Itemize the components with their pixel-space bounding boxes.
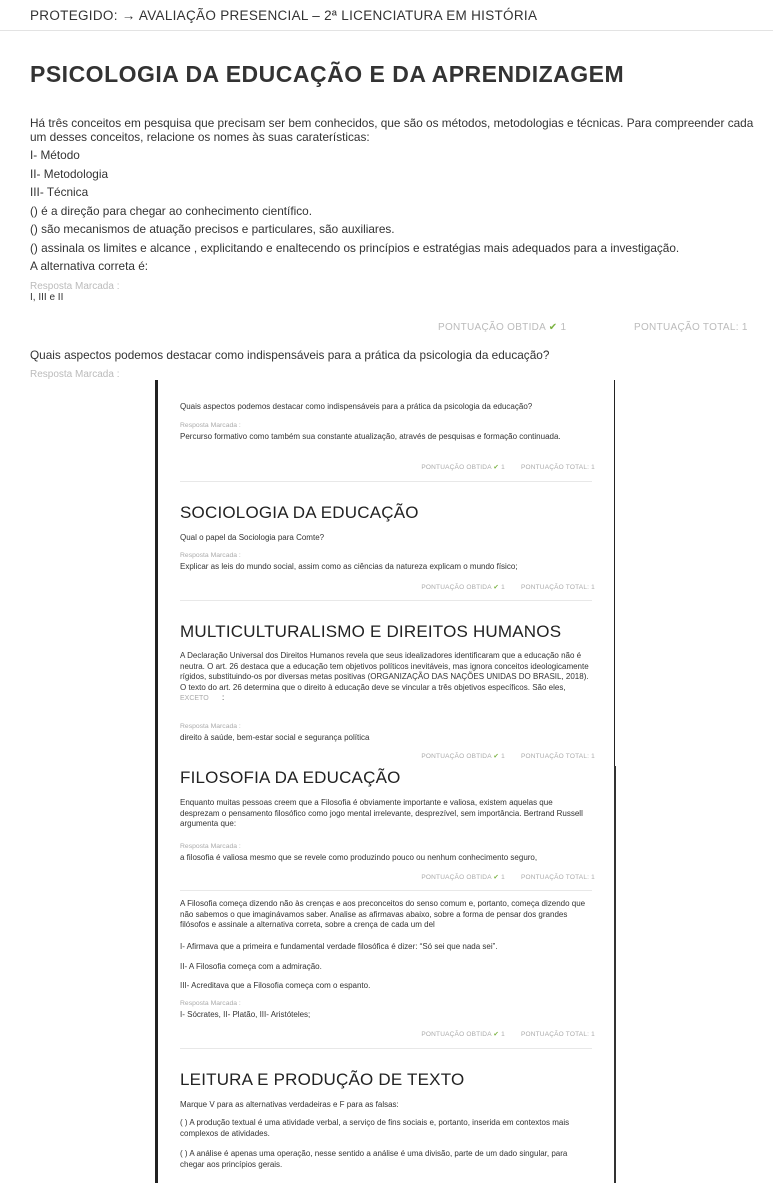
answer-label: Resposta Marcada : <box>180 843 241 850</box>
divider <box>180 1048 592 1049</box>
list-item: II- A Filosofia começa com a admiração. <box>180 962 322 971</box>
check-icon: ✔ <box>493 874 500 881</box>
question-prompt: A alternativa correta é: <box>30 259 149 273</box>
score-total: PONTUAÇÃO TOTAL: 1 <box>634 322 748 333</box>
answer-label: Resposta Marcada : <box>30 280 120 292</box>
question-text: A Declaração Universal dos Direitos Humanos revela que seus idealizadores identificaram que a educação não é neutra. O art. 26 destaca que a educação tem objetivos políticos inevitáveis, mas ignora conceitos ideologicamente rígidos, substituindo-os por diversas metas positivas (ORGANIZAÇÃO DAS NAÇÕES UNIDAS DO BRASIL, 2018). O texto do art. 26 determina que o direito à educação deve se vincular a três objetivos específicos. São eles, EXCETO : <box>180 651 589 702</box>
section-title-filosofia: FILOSOFIA DA EDUCAÇÃO <box>180 768 401 787</box>
list-item: III- Acreditava que a Filosofia começa com o espanto. <box>180 981 371 990</box>
question-text: Quais aspectos podemos destacar como indispensáveis para a prática da psicologia da educação? <box>180 402 533 411</box>
list-item: ( ) A análise é apenas uma operação, nesse sentido a análise é uma divisão, parte de um dado singular, para chegar aos princípios gerais. <box>180 1149 568 1169</box>
divider <box>0 30 773 31</box>
upper-screenshot <box>0 0 773 380</box>
answer-label: Resposta Marcada : <box>180 422 241 429</box>
divider <box>180 481 592 482</box>
question-block <box>30 117 768 308</box>
answer-value: I, III e II <box>30 291 64 303</box>
check-icon: ✔ <box>548 322 558 333</box>
divider <box>180 600 592 601</box>
answer-label: Resposta Marcada : <box>30 369 120 380</box>
list-item: I- Afirmava que a primeira e fundamental verdade filosófica é dizer: “Só sei que nada sei”. <box>180 942 498 951</box>
score-row: PONTUAÇÃO OBTIDA ✔ 1 PONTUAÇÃO TOTAL: 1 <box>421 464 595 471</box>
score-obtained: PONTUAÇÃO OBTIDA ✔ 1 <box>438 322 567 333</box>
answer-label: Resposta Marcada : <box>180 1000 241 1007</box>
section-title-leitura: LEITURA E PRODUÇÃO DE TEXTO <box>180 1070 465 1089</box>
score-row: PONTUAÇÃO OBTIDA ✔ 1 PONTUAÇÃO TOTAL: 1 <box>421 753 595 760</box>
answer-value: I- Sócrates, II- Platão, III- Aristóteles; <box>180 1010 311 1019</box>
answer-value: direito à saúde, bem-estar social e segurança política <box>180 733 370 742</box>
question-2: Quais aspectos podemos destacar como indispensáveis para a prática da psicologia da educação? <box>30 348 550 362</box>
score-row: PONTUAÇÃO OBTIDA ✔ 1 PONTUAÇÃO TOTAL: 1 <box>421 584 595 591</box>
question-text: Marque V para as alternativas verdadeiras e F para as falsas: <box>180 1100 399 1109</box>
section-title-psicologia: PSICOLOGIA DA EDUCAÇÃO E DA APRENDIZAGEM <box>30 61 625 87</box>
question-text: Enquanto muitas pessoas creem que a Filosofia é obviamente importante e valiosa, existem aquelas que desprezam o pensamento filosófico como jogo mental irrelevante, desprezível, sem importância. Bertrand Russell argumenta que: <box>180 798 583 828</box>
answer-value: a filosofia é valiosa mesmo que se revele como produzindo pouco ou nenhum conhecimento seguro, <box>180 853 538 862</box>
check-icon: ✔ <box>493 753 500 760</box>
score-row: PONTUAÇÃO OBTIDA ✔ 1 PONTUAÇÃO TOTAL: 1 <box>421 874 595 881</box>
question-text: A Filosofia começa dizendo não às crenças e aos preconceitos do senso comum e, portanto, começa dizendo que não sabemos o que imaginávamos saber. Analise as afirmavas abaixo, sobre a forma de pensar dos grandes filósofos e assinale a alternativa correta, sobre a crença de cada um del <box>180 899 586 929</box>
answer-value: Explicar as leis do mundo social, assim como as ciências da natureza explicam o mundo físico; <box>180 562 518 571</box>
panel-border-left <box>155 380 158 1183</box>
list-item: () assinala os limites e alcance , explicitando e enaltecendo os princípios e estratégias mais adequados para a investigação. <box>30 240 680 255</box>
section-title-sociologia: SOCIOLOGIA DA EDUCAÇÃO <box>180 503 419 522</box>
list-item: II- Metodologia <box>30 166 109 181</box>
list-item: () é a direção para chegar ao conhecimento científico. <box>30 203 312 218</box>
except-tag: EXCETO <box>180 695 209 702</box>
section-title-multiculturalismo: MULTICULTURALISMO E DIREITOS HUMANOS <box>180 622 562 641</box>
list-item: () são mecanismos de atuação precisos e particulares, são auxiliares. <box>30 222 395 236</box>
answer-label: Resposta Marcada : <box>180 723 241 730</box>
list-item: III- Técnica <box>30 185 89 199</box>
answer-label: Resposta Marcada : <box>180 552 241 559</box>
divider <box>180 890 592 891</box>
question-intro: Há três conceitos em pesquisa que precisam ser bem conhecidos, que são os métodos, metodologias e técnicas. Para compreender cada um desses conceitos, relacione os nomes às suas caraterísticas: <box>30 116 754 144</box>
check-icon: ✔ <box>493 1031 500 1038</box>
check-icon: ✔ <box>493 464 500 471</box>
check-icon: ✔ <box>493 584 500 591</box>
answer-value: Percurso formativo como também sua constante atualização, através de pesquisas e formação continuada. <box>180 432 561 441</box>
list-item: ( ) A produção textual é uma atividade verbal, a serviço de fins sociais e, portanto, inserida em contextos mais complexos de atividades. <box>180 1118 570 1138</box>
breadcrumb[interactable]: PROTEGIDO: → AVALIAÇÃO PRESENCIAL – 2ª LICENCIATURA EM HISTÓRIA <box>30 8 538 23</box>
list-item: I- Método <box>30 148 80 162</box>
question-text: Qual o papel da Sociologia para Comte? <box>180 533 325 542</box>
score-row: PONTUAÇÃO OBTIDA ✔ 1 PONTUAÇÃO TOTAL: 1 <box>421 1031 595 1038</box>
